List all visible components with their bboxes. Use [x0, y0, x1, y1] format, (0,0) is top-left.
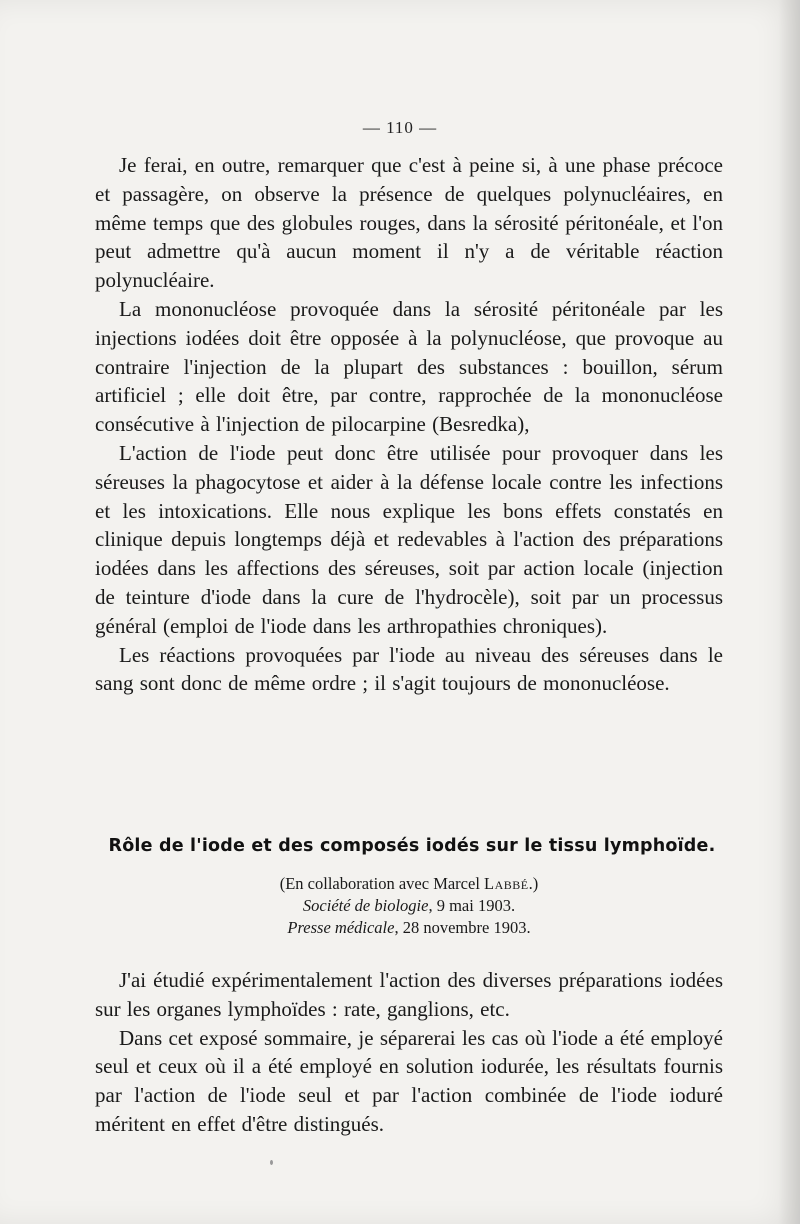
- paper-speck: [270, 1160, 273, 1165]
- paragraph: J'ai étudié expérimentalement l'action des diverses préparations iodées sur les organes lymphoïdes : rate, ganglions, etc.: [95, 968, 723, 1021]
- collaboration-line: [95, 873, 723, 895]
- section-credits: [95, 873, 723, 939]
- paragraph: L'action de l'iode peut donc être utilisée pour provoquer dans les séreuses la phagocytose et aider à la défense locale contre les infections et les intoxications. Elle nous explique les bons effets constatés en clinique depuis longtemps déjà et redevables à l'action des préparations iodées dans les affections des séreuses, soit par action locale (injection de teinture d'iode dans la cure de l'hydrocèle), soit par un processus général (emploi de l'iode dans les arthropathies chroniques).: [95, 440, 723, 638]
- reference-journal: Presse médicale: [287, 918, 395, 937]
- paragraph: La mononucléose provoquée dans la sérosité péritonéale par les injections iodées doit être opposée à la polynucléose, que provoque au contraire l'injection de la plupart des substances : bouillon, sérum artificiel ; elle doit être, par contre, rapprochée de la mononucléose consécutive à l'injection de pilocarpine (Besredka),: [95, 296, 723, 437]
- paragraph: Dans cet exposé sommaire, je séparerai les cas où l'iode a été employé seul et ceux où il a été employé en solution iodurée, les résultats fournis par l'action de l'iode seul et par l'action combinée de l'iode ioduré méritent en effet d'être distingués.: [95, 1025, 723, 1136]
- page-spine-shadow: [778, 0, 800, 1224]
- paragraph: Je ferai, en outre, remarquer que c'est à peine si, à une phase précoce et passagère, on observe la présence de quelques polynucléaires, en même temps que des globules rouges, dans la sérosité péritonéale, et l'on peut admettre qu'à aucun moment il n'y a de véritable réaction polynucléaire.: [95, 153, 723, 293]
- body-text-top: [95, 151, 723, 698]
- reference-line-2: [95, 917, 723, 939]
- collab-prefix: (En collaboration avec Marcel: [279, 874, 485, 893]
- body-text-bottom: [95, 966, 723, 1139]
- section-title: Rôle de l'iode et des composés iodés sur le tissu lymphoïde.: [108, 836, 716, 856]
- reference-date: , 28 novembre 1903.: [394, 918, 531, 937]
- collab-name: Labbé: [484, 874, 529, 893]
- collab-suffix: .): [528, 874, 539, 893]
- page-number: — 110 —: [362, 118, 438, 137]
- reference-line-1: [95, 895, 723, 917]
- paragraph: Les réactions provoquées par l'iode au niveau des séreuses dans le sang sont donc de même ordre ; il s'agit toujours de mononucléose.: [95, 642, 723, 696]
- reference-date: , 9 mai 1903.: [428, 896, 516, 915]
- reference-journal: Société de biologie: [302, 896, 429, 915]
